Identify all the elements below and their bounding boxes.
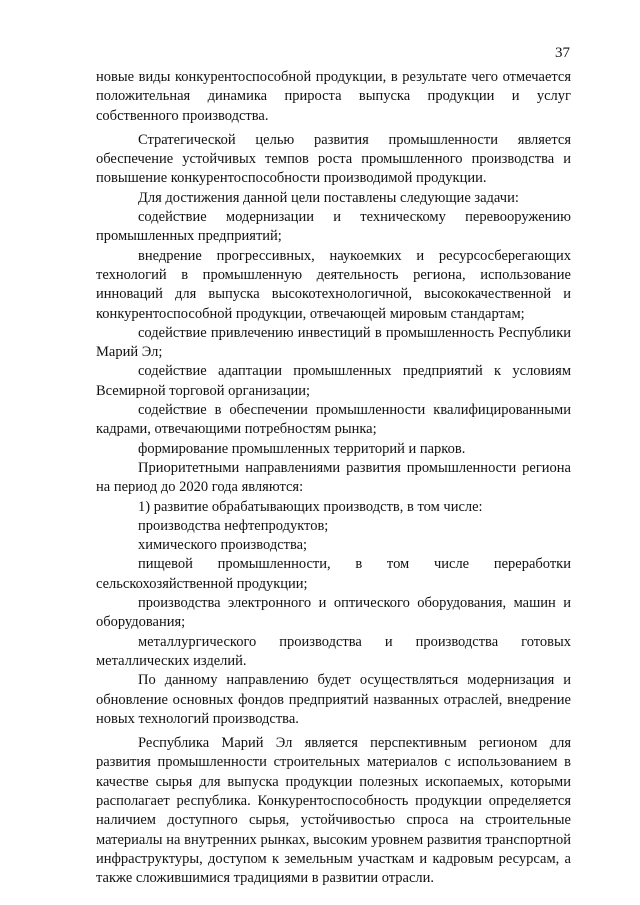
list-item-task-technologies: внедрение прогрессивных, наукоемких и ресурсосберегающих технологий в промышленную деятельность региона, использование инноваций для выпуска высокотехнологичной, высококачественной и конкурентоспособной продукции, отвечающей мировым стандартам; — [96, 247, 571, 322]
list-item-manufacturing: 1) развитие обрабатывающих производств, в том числе: — [138, 498, 483, 515]
paragraph-priorities-intro: Приоритетными направлениями развития промышленности региона на период до 2020 года являются: — [96, 459, 571, 496]
list-item-task-wto-adaptation: содействие адаптации промышленных предприятий к условиям Всемирной торговой организации; — [96, 363, 571, 399]
list-item-task-modernization: содействие модернизации и техническому перевооружению промышленных предприятий; — [96, 209, 571, 245]
paragraph-building-materials: Республика Марий Эл является перспективным регионом для развития промышленности строительных материалов с использованием в качестве сырья для выпуска продукции полезных ископаемых, которыми располагает республика. Конкурентоспособность продукции определяется наличием доступного сырья, устойчивостью спроса на строительные материалы на внутренних рынках, высоким уровнем развития транспортной инфраструктуры, доступом к земельным участкам и кадровым ресурсам, а также сложившимися традициями в развитии отрасли. — [96, 735, 571, 887]
paragraph-tasks-intro: Для достижения данной цели поставлены следующие задачи: — [138, 189, 519, 206]
list-item-task-personnel: содействие в обеспечении промышленности квалифицированными кадрами, отвечающими потребностям рынка; — [96, 402, 571, 438]
list-item-chemical: химического производства; — [138, 537, 308, 554]
paragraph-strategic-goal: Стратегической целью развития промышленности является обеспечение устойчивых темпов роста промышленного производства и повышение конкурентоспособности производимой продукции. — [96, 131, 571, 187]
paragraph-continuation: новые виды конкурентоспособной продукции, в результате чего отмечается положительная динамика прироста выпуска продукции и услуг собственного производства. — [96, 69, 571, 124]
paragraph-modernization: По данному направлению будет осуществляться модернизация и обновление основных фондов предприятий названных отраслей, внедрение новых технологий производства. — [96, 672, 571, 727]
list-item-task-investments: содействие привлечению инвестиций в промышленность Республики Марий Эл; — [96, 324, 571, 361]
list-item-task-industrial-parks: формирование промышленных территорий и парков. — [138, 440, 466, 457]
document-body — [96, 68, 571, 888]
list-item-petroleum: производства нефтепродуктов; — [138, 517, 329, 534]
list-item-electronics: производства электронного и оптического оборудования, машин и оборудования; — [96, 595, 571, 631]
list-item-metallurgy: металлургического производства и производства готовых металлических изделий. — [96, 633, 571, 669]
list-item-food: пищевой промышленности, в том числе переработки сельскохозяйственной продукции; — [96, 556, 571, 592]
page-number: 37 — [555, 45, 570, 61]
